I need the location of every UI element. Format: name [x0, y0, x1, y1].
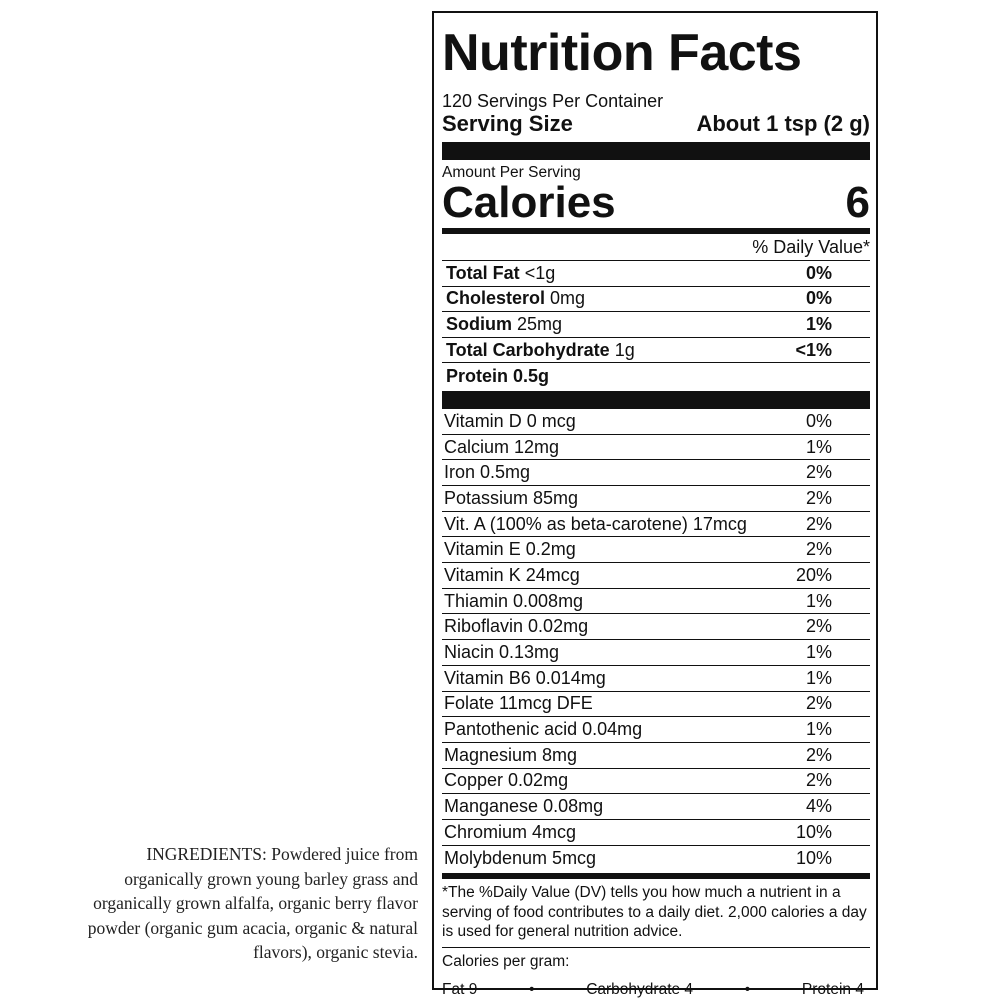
vitamin-dv: 1%	[805, 719, 832, 740]
nutrient-amount: <1g	[524, 262, 556, 283]
vitamin-dv: 2%	[805, 770, 832, 791]
vitamin-dv: 0%	[805, 410, 832, 431]
vitamin-dv: 1%	[805, 642, 832, 662]
vitamin-row	[442, 435, 870, 461]
vitamin-row	[442, 563, 870, 589]
nutrient-name: Protein	[446, 365, 509, 386]
nutrient-amount: 25mg	[517, 313, 563, 334]
vitamin-dv: 1%	[805, 436, 832, 457]
vitamin-dv: 20%	[795, 564, 832, 585]
vitamin-row	[442, 820, 870, 846]
vitamin-dv: 1%	[805, 590, 832, 611]
calories-per-gram-label: Calories per gram:	[442, 952, 570, 970]
cpg-bullet: •	[744, 980, 751, 998]
vitamin-text: Calcium 12mg	[444, 436, 560, 457]
vitamin-text: Folate 11mcg DFE	[444, 693, 593, 714]
nutrient-row-cholesterol	[442, 287, 870, 313]
daily-value-header: % Daily Value*	[442, 234, 870, 261]
nutrients-list	[442, 261, 870, 389]
vitamin-text: Riboflavin 0.02mg	[444, 616, 589, 637]
nutrient-dv: 0%	[805, 288, 832, 309]
nutrient-dv: <1%	[795, 339, 832, 360]
vitamin-text: Potassium 85mg	[444, 487, 579, 508]
nutrient-row-sodium	[442, 312, 870, 338]
serving-size-value: About 1 tsp (2 g)	[696, 111, 870, 136]
nutrient-dv: 0%	[805, 262, 832, 283]
vitamin-text: Vitamin E 0.2mg	[444, 539, 576, 560]
daily-value-footnote: *The %Daily Value (DV) tells you how much a nutrient in a serving of food contributes to a daily diet. 2,000 calories a day is used for general nutrition advice.	[442, 883, 870, 948]
vitamin-text: Magnesium 8mg	[444, 744, 578, 765]
vitamin-row	[442, 794, 870, 820]
vitamins-list	[442, 409, 870, 871]
vitamin-row	[442, 692, 870, 718]
nutrient-name: Total Fat	[446, 262, 520, 283]
vitamin-dv: 2%	[805, 693, 832, 714]
vitamin-row	[442, 537, 870, 563]
nutrient-dv: 1%	[805, 313, 832, 334]
vitamin-text: Vitamin D 0 mcg	[444, 410, 576, 431]
vitamin-row	[442, 846, 870, 872]
nutrition-facts-title: Nutrition Facts	[442, 24, 802, 82]
vitamin-text: Vitamin B6 0.014mg	[444, 667, 606, 688]
vitamin-dv: 4%	[805, 796, 832, 817]
nutrient-amount: 0mg	[550, 288, 586, 309]
footnote-divider	[442, 873, 870, 879]
calories-row	[442, 178, 870, 227]
vitamin-dv: 2%	[805, 616, 832, 637]
calories-value: 6	[845, 178, 870, 227]
vitamin-dv: 2%	[805, 513, 832, 534]
vitamin-text: Pantothenic acid 0.04mg	[444, 719, 643, 740]
vitamin-text: Chromium 4mcg	[444, 821, 577, 842]
vitamin-text: Thiamin 0.008mg	[444, 590, 584, 611]
nutrient-name: Sodium	[446, 313, 512, 334]
vitamin-dv: 2%	[805, 744, 832, 765]
vitamin-row	[442, 666, 870, 692]
nutrient-row-protein	[442, 363, 870, 389]
nutrient-row-total-carbohydrate	[442, 338, 870, 364]
vitamin-row	[442, 409, 870, 435]
vitamin-dv: 2%	[805, 539, 832, 560]
vitamin-text: Vit. A (100% as beta-carotene) 17mcg	[444, 513, 747, 534]
vitamin-row	[442, 717, 870, 743]
amount-per-serving-label: Amount Per Serving	[442, 164, 581, 181]
nutrition-facts-panel	[432, 11, 878, 998]
thick-divider	[442, 142, 870, 160]
vitamin-text: Copper 0.02mg	[444, 770, 569, 791]
vitamin-text: Niacin 0.13mg	[444, 642, 560, 662]
vitamin-row	[442, 743, 870, 769]
vitamin-row	[442, 486, 870, 512]
vitamin-text: Manganese 0.08mg	[444, 796, 604, 817]
servings-per-container: 120 Servings Per Container	[442, 91, 664, 111]
vitamin-dv: 1%	[805, 667, 832, 688]
vitamin-text: Molybdenum 5mcg	[444, 848, 597, 868]
vitamin-dv: 10%	[795, 821, 832, 842]
vitamin-row	[442, 769, 870, 795]
vitamin-dv: 10%	[795, 848, 832, 868]
nutrient-amount: 0.5g	[513, 365, 550, 386]
serving-size-label: Serving Size	[442, 111, 573, 136]
vitamin-text: Iron 0.5mg	[444, 462, 531, 483]
vitamin-dv: 2%	[805, 487, 832, 508]
ingredients-text: INGREDIENTS: Powdered juice from organically grown young barley grass and organically grown alfalfa, organic berry flavor powder (organic gum acacia, organic & natural flavors), organic stevia.	[87, 844, 418, 962]
vitamin-row	[442, 640, 870, 666]
nutrient-amount: 1g	[614, 339, 635, 360]
vitamin-row	[442, 589, 870, 615]
vitamin-row	[442, 614, 870, 640]
calories-per-gram-row	[442, 980, 870, 1000]
nutrient-row-total-fat	[442, 261, 870, 287]
vitamin-row	[442, 512, 870, 538]
vitamin-dv: 2%	[805, 462, 832, 483]
cpg-carbohydrate: Carbohydrate 4	[586, 980, 694, 998]
nutrient-name: Total Carbohydrate	[446, 339, 610, 360]
calories-label: Calories	[442, 178, 616, 227]
cpg-protein: Protein 4	[801, 980, 864, 998]
vitamin-row	[442, 460, 870, 486]
vitamins-divider	[442, 391, 870, 409]
vitamin-text: Vitamin K 24mcg	[444, 564, 580, 585]
serving-size-row	[442, 111, 870, 137]
cpg-bullet: •	[529, 980, 535, 998]
nutrient-name: Cholesterol	[446, 288, 546, 309]
cpg-fat: Fat 9	[442, 980, 478, 998]
